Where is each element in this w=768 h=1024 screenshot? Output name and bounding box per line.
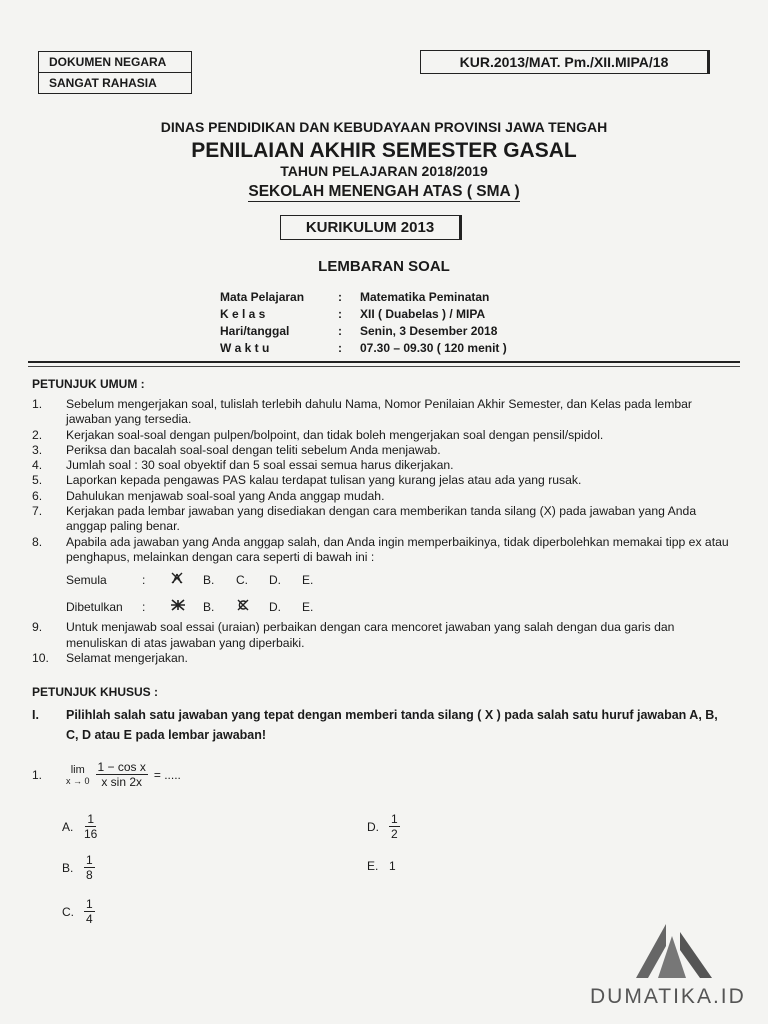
info-key: K e l a s	[220, 307, 266, 321]
item-number: 10.	[32, 650, 49, 665]
info-value: Matematika Peminatan	[360, 290, 490, 304]
option-d[interactable]	[367, 812, 400, 841]
option-d: D.	[269, 599, 281, 614]
colon: :	[338, 290, 342, 304]
numerator: 1	[87, 812, 95, 826]
sheet-title: LEMBARAN SOAL	[318, 258, 450, 275]
option-d: D.	[269, 572, 281, 587]
colon: :	[142, 572, 146, 587]
divider	[28, 366, 740, 367]
example-corrected	[66, 596, 732, 618]
watermark: DUMATIKA.ID	[590, 985, 746, 1008]
general-instructions-list	[32, 397, 732, 666]
example-original	[66, 569, 732, 591]
item-text: Periksa dan bacalah soal-soal dengan teliti sebelum Anda menjawab.	[66, 442, 441, 457]
info-value: XII ( Duabelas ) / MIPA	[360, 307, 486, 321]
info-row	[220, 307, 507, 324]
instruction-item	[32, 458, 732, 473]
instruction-item	[32, 443, 732, 458]
curriculum-box: KURIKULUM 2013	[280, 215, 462, 240]
numerator: 1	[86, 897, 93, 911]
instruction-item	[32, 489, 732, 504]
option-c[interactable]	[62, 897, 95, 926]
colon: :	[338, 307, 342, 321]
limit-symbol: lim	[70, 763, 85, 776]
option-b: B.	[203, 599, 215, 614]
specific-instructions-heading: PETUNJUK KHUSUS :	[32, 685, 159, 699]
info-key: Mata Pelajaran	[220, 290, 305, 304]
item-number: 7.	[32, 504, 43, 519]
option-letter: A.	[62, 819, 74, 834]
option-c: C.	[236, 572, 248, 587]
item-number: 3.	[32, 442, 43, 457]
instruction-number: I.	[32, 708, 39, 722]
instruction-item	[32, 620, 732, 651]
item-number: 9.	[32, 620, 43, 635]
academic-year: TAHUN PELAJARAN 2018/2019	[280, 163, 488, 179]
option-b[interactable]	[62, 853, 95, 882]
item-text: Dahulukan menjawab soal-soal yang Anda anggap mudah.	[66, 488, 385, 503]
option-letter: B.	[62, 860, 74, 875]
denominator: x sin 2x	[101, 775, 143, 789]
item-text: Laporkan kepada pengawas PAS kalau terdapat tulisan yang kurang jelas atau ada yang rusak.	[66, 473, 582, 488]
watermark-logo-icon	[636, 922, 716, 980]
example-label: Dibetulkan	[66, 599, 123, 614]
exam-title: PENILAIAN AKHIR SEMESTER GASAL	[191, 139, 577, 162]
info-value: Senin, 3 Desember 2018	[360, 324, 498, 338]
numerator: 1	[391, 812, 398, 826]
item-text: Apabila ada jawaban yang Anda anggap salah, dan Anda ingin memperbaikinya, tidak diperbolehkan memakai tipp ex atau penghapus, melainkan dengan cara seperti di bawah ini :	[66, 534, 729, 564]
item-text: Jumlah soal : 30 soal obyektif dan 5 soal essai semua harus dikerjakan.	[66, 458, 454, 473]
crossed-a-icon	[170, 571, 184, 585]
agency-title: DINAS PENDIDIKAN DAN KEBUDAYAAN PROVINSI JAWA TENGAH	[160, 119, 608, 135]
school-level: SEKOLAH MENENGAH ATAS ( SMA )	[248, 183, 520, 200]
instruction-item	[32, 535, 732, 566]
specific-instruction	[32, 705, 732, 745]
item-number: 1.	[32, 397, 43, 411]
item-number: 6.	[32, 488, 43, 503]
info-value: 07.30 – 09.30 ( 120 menit )	[360, 341, 507, 355]
item-number: 5.	[32, 473, 43, 488]
denominator: 8	[86, 868, 93, 882]
colon: :	[338, 324, 342, 338]
item-number: 4.	[32, 458, 43, 473]
option-e: E.	[302, 572, 314, 587]
secrecy-label: SANGAT RAHASIA	[49, 76, 157, 90]
limit-subscript: x → 0	[66, 775, 90, 786]
item-text: Selamat mengerjakan.	[66, 650, 188, 665]
school-level-row	[0, 183, 768, 201]
example-label: Semula	[66, 572, 107, 587]
item-text: Kerjakan soal-soal dengan pulpen/bolpoint, dan tidak boleh mengerjakan soal dengan pensil/spidol.	[66, 427, 604, 442]
divider	[28, 361, 740, 363]
item-text: Kerjakan pada lembar jawaban yang disediakan dengan cara memberikan tanda silang (X) pada jawaban yang Anda anggap paling benar.	[66, 504, 697, 534]
option-e[interactable]	[367, 859, 396, 873]
general-instructions-heading: PETUNJUK UMUM :	[32, 377, 145, 391]
instruction-item	[32, 651, 732, 666]
question-number: 1.	[32, 767, 43, 782]
numerator: 1	[86, 853, 93, 867]
info-row	[220, 341, 507, 358]
info-row	[220, 290, 507, 307]
classification-box	[38, 51, 192, 94]
option-e: E.	[302, 599, 314, 614]
option-b: B.	[203, 572, 215, 587]
instruction-item	[32, 428, 732, 443]
item-text: Sebelum mengerjakan soal, tulislah terlebih dahulu Nama, Nomor Penilaian Akhir Semester, dan Kelas pada lembar jawaban yang tersedia.	[66, 397, 692, 427]
classification-label: DOKUMEN NEGARA	[39, 52, 191, 73]
item-text: Untuk menjawab soal essai (uraian) perbaikan dengan cara mencoret jawaban yang salah dengan dua garis dan menuliskan di atas jawaban yang diperbaiki.	[66, 620, 675, 650]
colon: :	[142, 599, 146, 614]
question-tail: = .....	[153, 767, 181, 782]
option-letter: C.	[62, 904, 74, 919]
option-letter: E.	[367, 859, 379, 873]
option-a[interactable]	[62, 812, 97, 841]
option-value: 1	[389, 859, 396, 873]
info-row	[220, 324, 507, 341]
info-key: Hari/tanggal	[220, 324, 290, 338]
numerator: 1 − cos x	[97, 760, 146, 774]
exam-info	[220, 290, 507, 358]
question-1	[32, 760, 181, 789]
denominator: 2	[391, 827, 398, 841]
item-number: 8.	[32, 534, 43, 549]
instruction-text: Pilihlah salah satu jawaban yang tepat dengan memberi tanda silang ( X ) pada salah satu huruf jawaban A, B, C, D atau E pada lembar jawaban!	[66, 708, 718, 742]
denominator: 16	[84, 827, 98, 841]
crossed-c-icon	[236, 598, 250, 612]
instruction-item	[32, 504, 732, 535]
instruction-item	[32, 473, 732, 488]
option-letter: D.	[367, 819, 379, 834]
denominator: 4	[86, 912, 93, 926]
info-key: W a k t u	[220, 341, 270, 355]
colon: :	[338, 341, 342, 355]
item-number: 2.	[32, 427, 43, 442]
document-code: KUR.2013/MAT. Pm./XII.MIPA/18	[420, 50, 710, 74]
double-crossed-a-icon	[170, 598, 186, 612]
instruction-item	[32, 397, 732, 428]
